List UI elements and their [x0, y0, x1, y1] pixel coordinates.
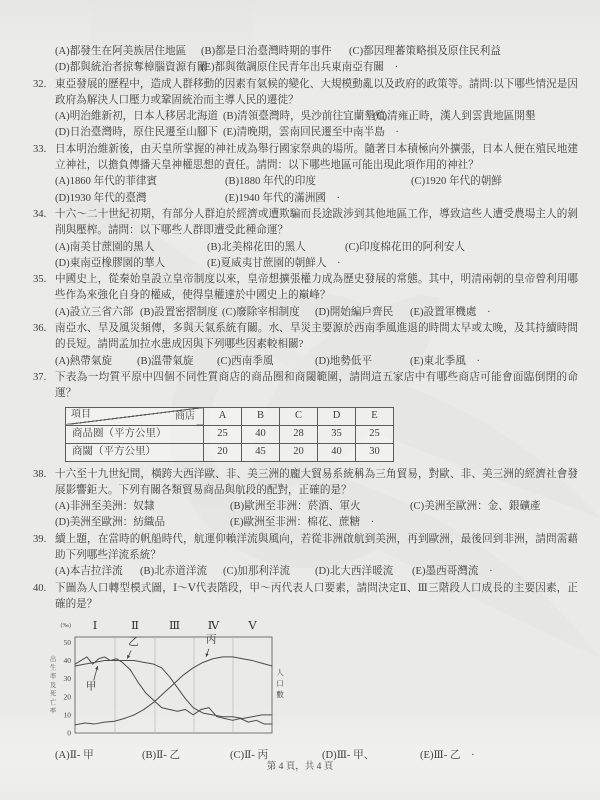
- option-d: (D)都與統治者掠奪樟腦資源有關: [55, 62, 208, 74]
- question-stem: 中國史上，從秦始皇設立皇帝制度以來，皇帝想擴張權力成為歷史發展的常態。其中，明清兩朝的皇帝曾利用哪些作為來強化自身的權威，使得皇權達於中國史上的巔峰？: [55, 274, 578, 302]
- option-c: (C)都因理蕃策略損及原住民利益: [349, 46, 501, 57]
- svg-text:生: 生: [49, 664, 57, 672]
- table-cell: 30: [356, 443, 394, 461]
- svg-text:50: 50: [63, 638, 71, 648]
- question-number: 32.: [33, 78, 47, 90]
- exam-page-content: [33, 44, 578, 764]
- option-e: (E)歐洲至非洲：棉花、蔗糖 ·: [230, 517, 375, 529]
- option-row: [55, 256, 578, 272]
- question-39: [33, 532, 578, 581]
- option-b: (B)北美棉花田的黑人: [207, 241, 306, 253]
- svg-text:Ⅱ: Ⅱ: [131, 620, 139, 633]
- svg-text:丙: 丙: [206, 634, 217, 646]
- option-c: (C)印度棉花田的阿利安人: [345, 241, 466, 253]
- option-c: (C)1920 年代的朝鮮: [411, 176, 502, 188]
- question-stem: 日本明治維新後，由天皇所掌握的神社成為舉行國家祭典的場所。隨著日本積極向外擴張，日本人便在殖民地建立神社，以擔負傳播天皇神權思想的責任。請問：以下哪些地區可能出現此項作用的神社？: [55, 143, 578, 172]
- option-e: (E)Ⅲ- 乙 ·: [420, 749, 475, 761]
- svg-text:Ⅰ: Ⅰ: [92, 620, 98, 633]
- column-header: A: [204, 407, 242, 425]
- option-a: (A)本吉拉洋流: [55, 566, 123, 578]
- question-37: [33, 370, 578, 462]
- svg-text:亡: 亡: [49, 699, 57, 707]
- option-row: [55, 60, 578, 76]
- row-label: 商閾（平方公里）: [66, 443, 204, 461]
- question-33: [33, 142, 578, 207]
- option-a: (A)明治維新初，日本人移居北海道: [55, 111, 219, 123]
- svg-text:Ⅳ: Ⅳ: [207, 620, 220, 633]
- option-c: (C)加那利洋流: [223, 566, 291, 578]
- option-row: [55, 174, 578, 190]
- option-b: (B)1880 年代的印度: [225, 176, 316, 188]
- table-cell: 35: [318, 425, 356, 443]
- option-row: [55, 191, 578, 207]
- question-number: 36.: [33, 323, 47, 335]
- question-36: [33, 321, 578, 370]
- table-cell: 28: [280, 425, 318, 443]
- question-number: 37.: [33, 371, 47, 383]
- table-row: [66, 425, 394, 443]
- table-cell: 40: [318, 443, 356, 461]
- question-number: 35.: [33, 274, 47, 286]
- table-cell: 20: [280, 443, 318, 461]
- option-e: (E)東北季風 ·: [410, 355, 481, 367]
- question-number: 38.: [33, 468, 47, 480]
- question-stem: 十六至十九世紀間，橫跨大西洋歐、非、美三洲的龐大貿易系統稱為三角貿易，對歐、非、美三洲的經濟社會發展影響鉅大。下列有關各類貿易商品與航段的配對，正確的是？: [55, 468, 578, 496]
- option-e: (E)都與徵調原住民青年出兵東南亞有關 ·: [201, 62, 399, 74]
- question-stem: 東亞發展的歷程中，造成人群移動的因素有氣候的變化、大規模動亂以及政府的政策等。請問:以下哪些情況是因政府為解決人口壓力或鞏固統治而主導人民的遷徙？: [55, 78, 578, 106]
- svg-text:率: 率: [49, 707, 57, 715]
- option-d: (D)美洲至歐洲：紡織品: [55, 517, 166, 529]
- option-b: (B)溫帶氣旋: [137, 355, 194, 367]
- question-31-options: [55, 44, 578, 77]
- table-cell: 25: [204, 425, 242, 443]
- option-a: (A)熱帶氣旋: [55, 355, 113, 367]
- svg-text:乙: 乙: [128, 637, 139, 649]
- table-cell: 40: [242, 425, 280, 443]
- option-b: (B)都是日治臺灣時期的事件: [201, 46, 332, 57]
- option-c: (C)清雍正時，漢人到雲貴地區開墾: [373, 111, 536, 123]
- option-a: (A)Ⅱ- 甲: [55, 749, 94, 761]
- option-b: (B)清領臺灣時，吳沙前往宜蘭墾殖: [223, 111, 386, 123]
- question-34: [33, 207, 578, 272]
- question-40: [33, 581, 578, 764]
- column-header: E: [356, 407, 394, 425]
- svg-text:20: 20: [63, 692, 71, 702]
- table-header-row: [66, 407, 394, 425]
- option-e: (E)清晚期，雲南回民遷至中南半島 ·: [223, 127, 399, 139]
- svg-text:率: 率: [49, 673, 57, 681]
- question-32: [33, 77, 578, 142]
- svg-text:口: 口: [276, 679, 284, 689]
- svg-text:出: 出: [49, 656, 57, 664]
- corner-label-item: 項目: [71, 409, 91, 421]
- population-chart-svg: [45, 615, 345, 741]
- question-number: 33.: [33, 143, 47, 155]
- option-row: [55, 109, 578, 125]
- option-c: (C)廢除宰相制度: [222, 306, 300, 318]
- option-e: (E)墨西哥灣流 ·: [412, 566, 493, 578]
- svg-text:(‰): (‰): [60, 622, 71, 630]
- question-number: 39.: [33, 533, 47, 545]
- column-header: C: [280, 407, 318, 425]
- option-b: (B)設置密摺制度: [140, 306, 218, 318]
- svg-text:Ⅴ: Ⅴ: [248, 620, 257, 633]
- option-a: (A)設立三省六部: [55, 306, 134, 318]
- question-stem: 續上題，在當時的帆船時代，航運仰賴洋流與風向，若從非洲啟航到美洲，再到歐洲，最後回到非洲，請問需藉助下列哪些洋流系統？: [55, 533, 578, 562]
- question-35: [33, 272, 578, 321]
- option-row: [55, 354, 578, 370]
- option-a: (A)都發生在阿美族居住地區: [55, 46, 187, 57]
- range-threshold-table: [65, 407, 394, 462]
- question-stem: 南亞水、旱及風災頻傳，多與天氣系統有關。水、旱災主要源於西南季風進退的時間太早或太晚，及其持續時間的長短。請問孟加拉水患成因與下列哪些因素較相關?: [55, 323, 578, 351]
- question-stem: 下圖為人口轉型模式圖，Ⅰ～Ⅴ代表階段，甲～丙代表人口要素，請問決定Ⅱ、Ⅲ三階段人口成長的主要因素，正確的是？: [55, 582, 578, 610]
- svg-text:甲: 甲: [85, 681, 97, 693]
- option-row: [55, 515, 578, 531]
- table-cell: 25: [356, 425, 394, 443]
- option-e: (E)夏威夷甘蔗園的朝鮮人 ·: [207, 257, 341, 269]
- option-d: (D)地勢低平: [315, 355, 373, 367]
- table-cell: 20: [204, 443, 242, 461]
- option-a: (A)非洲至美洲：奴隸: [55, 501, 155, 513]
- option-d: (D)1930 年代的臺灣: [55, 192, 147, 204]
- svg-text:數: 數: [276, 690, 284, 700]
- page-footer: 第 4 頁，共 4 頁: [266, 762, 334, 772]
- option-a: (A)1860 年代的菲律賓: [55, 176, 158, 188]
- option-e: (E)1940 年代的滿洲國 ·: [225, 192, 341, 204]
- question-stem: 十六～二十世紀初期，有部分人群迫於經濟或遭欺騙而長途跋涉到其他地區工作，導致這些人遭受農場主人的剝削與壓榨。請問：以下哪些人群即遭受此種命運？: [55, 208, 578, 237]
- column-header: B: [242, 407, 280, 425]
- option-row: [55, 125, 578, 141]
- option-row: [55, 499, 578, 515]
- option-b: (B)北赤道洋流: [140, 566, 208, 578]
- option-d: (D)東南亞橡膠園的華人: [55, 257, 166, 269]
- question-38: [33, 467, 578, 532]
- svg-text:30: 30: [63, 674, 71, 684]
- question-stem: 下表為一均質平原中四個不同性質商店的商品圈和商閾範圍，請問這五家店中有哪些商店可能會面臨倒閉的命運？: [55, 371, 578, 400]
- option-c: (C)Ⅱ- 丙: [230, 749, 269, 761]
- table-cell: 45: [242, 443, 280, 461]
- option-row: [55, 564, 578, 580]
- option-d: (D)Ⅲ- 甲、: [322, 749, 375, 761]
- diagonal-header-cell: [66, 407, 204, 425]
- option-d: (D)開始編戶齊民: [315, 306, 394, 318]
- option-c: (C)西南季風: [217, 355, 274, 367]
- option-row: [55, 240, 578, 256]
- svg-text:Ⅲ: Ⅲ: [168, 620, 181, 633]
- option-a: (A)南美甘蔗園的黑人: [55, 241, 155, 253]
- svg-text:10: 10: [63, 710, 71, 720]
- svg-text:0: 0: [67, 728, 71, 738]
- option-row: [55, 44, 578, 60]
- svg-text:40: 40: [63, 656, 71, 666]
- option-c: (C)美洲至歐洲：金、銀礦產: [410, 501, 541, 513]
- question-number: 34.: [33, 208, 47, 220]
- option-d: (D)日治臺灣時，原住民遷至山腳下: [55, 127, 219, 139]
- option-d: (D)北大西洋暖流: [315, 566, 394, 578]
- option-b: (B)歐洲至非洲：菸酒、軍火: [230, 501, 361, 513]
- question-number: 40.: [33, 582, 47, 594]
- svg-text:人: 人: [276, 668, 284, 678]
- svg-text:及: 及: [49, 682, 57, 690]
- option-row: [55, 305, 578, 321]
- table-row: [66, 443, 394, 461]
- corner-label-store: 商店: [175, 410, 195, 422]
- option-e: (E)設置軍機處 ·: [410, 306, 491, 318]
- population-chart: [45, 615, 578, 747]
- row-label: 商品圈（平方公里）: [66, 425, 204, 443]
- svg-text:死: 死: [49, 690, 57, 698]
- column-header: D: [318, 407, 356, 425]
- option-b: (B)Ⅱ- 乙: [142, 749, 181, 761]
